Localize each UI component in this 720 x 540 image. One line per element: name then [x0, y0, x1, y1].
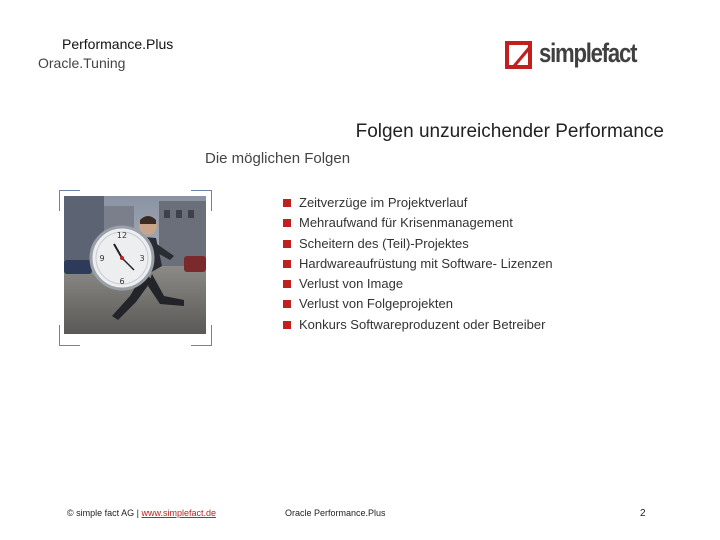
svg-text:12: 12 [116, 231, 128, 240]
footer-copyright [67, 508, 216, 518]
list-item: Hardwareaufrüstung mit Software- Lizenzen [283, 254, 553, 274]
red-square-bullet-icon [283, 300, 291, 308]
photo-running-man-with-clock [64, 196, 206, 334]
slide-subtitle: Die möglichen Folgen [205, 150, 351, 167]
simplefact-logo-icon [505, 41, 532, 69]
website-link[interactable]: www.simplefact.de [141, 508, 217, 518]
list-item: Mehraufwand für Krisenmanagement [283, 213, 553, 233]
svg-text:3: 3 [139, 254, 145, 263]
company-logo [505, 40, 650, 74]
red-square-bullet-icon [283, 219, 291, 227]
list-item: Zeitverzüge im Projektverlauf [283, 193, 553, 213]
list-item: Konkurs Softwareproduzent oder Betreiber [283, 315, 553, 335]
list-item: Verlust von Image [283, 274, 553, 294]
product-name: Performance.Plus [62, 36, 174, 52]
red-square-bullet-icon [283, 260, 291, 268]
footer-product: Oracle Performance.Plus [285, 508, 386, 518]
list-item: Scheitern des (Teil)-Projektes [283, 234, 553, 254]
consequences-list [283, 193, 553, 335]
copyright-text: © simple fact AG | [67, 508, 142, 518]
logo-wordmark: simplefact [539, 38, 637, 68]
list-item: Verlust von Folgeprojekten [283, 294, 553, 314]
svg-text:6: 6 [119, 277, 125, 286]
page-number: 2 [640, 508, 646, 519]
svg-text:9: 9 [99, 254, 105, 263]
red-square-bullet-icon [283, 280, 291, 288]
product-subtitle: Oracle.Tuning [38, 55, 126, 71]
red-square-bullet-icon [283, 240, 291, 248]
slide-title: Folgen unzureichender Performance [355, 121, 664, 142]
red-square-bullet-icon [283, 321, 291, 329]
red-square-bullet-icon [283, 199, 291, 207]
